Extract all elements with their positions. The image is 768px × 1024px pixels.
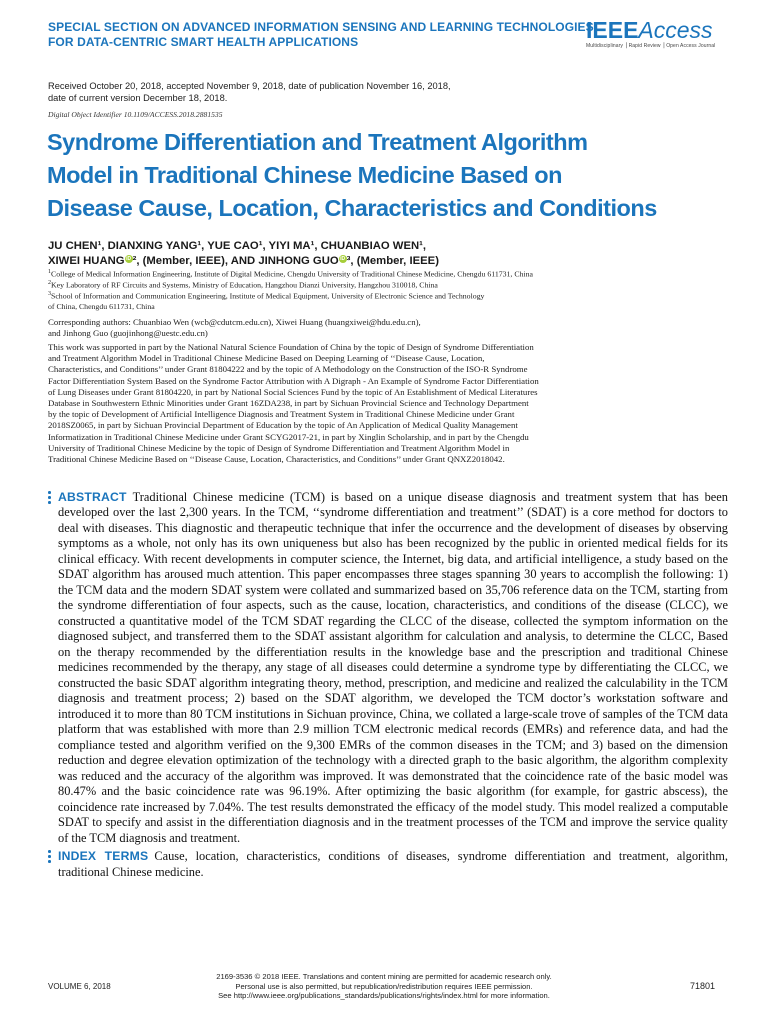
affiliations bbox=[48, 268, 748, 311]
author-affil: ³, (Member, IEEE) bbox=[346, 255, 439, 267]
special-section-header bbox=[48, 20, 594, 50]
funding-line: 2018SZ0065, in part by Sichuan Provincial Department of Education by the topic of An Application of Medical Quality Management bbox=[48, 420, 518, 431]
title-line: Syndrome Differentiation and Treatment Algorithm bbox=[47, 129, 588, 155]
funding-line: Factor Differentiation System Based on the Syndrome Factor Attribution with A Digraph - An Example of Syndrome Factor Differentiation bbox=[48, 375, 539, 386]
corresponding-line: and Jinhong Guo (guojinhong@uestc.edu.cn) bbox=[48, 327, 208, 338]
doi: Digital Object Identifier 10.1109/ACCESS.2018.2881535 bbox=[48, 110, 223, 119]
abstract-label: ABSTRACT bbox=[58, 490, 127, 504]
index-terms-text: Cause, location, characteristics, conditions of diseases, syndrome differentiation and treatment, algorithm, traditional Chinese medicine. bbox=[58, 849, 728, 879]
special-section-line: FOR DATA-CENTRIC SMART HEALTH APPLICATIONS bbox=[48, 35, 359, 49]
funding-line: University of Traditional Chinese Medicine by the topic of Design of Syndrome Differentiation and Treatment Algorithm Model in bbox=[48, 442, 510, 453]
ieee-access-logo bbox=[586, 18, 716, 49]
corresponding-authors bbox=[48, 317, 748, 338]
abstract bbox=[58, 490, 728, 880]
title-line: Disease Cause, Location, Characteristics and Conditions bbox=[47, 195, 657, 221]
author-list bbox=[48, 239, 688, 269]
copyright-line: Personal use is also permitted, but republication/redistribution requires IEEE permission. bbox=[235, 981, 533, 991]
affiliation-line bbox=[48, 279, 748, 290]
affiliation-line bbox=[48, 302, 748, 312]
funding-line: This work was supported in part by the National Natural Science Foundation of China by the topic of Design of Syndrome Differentiation bbox=[48, 342, 534, 352]
funding-line: by the topic of Development of Artificial Intelligence Diagnosis and Treatment System in Traditional Chinese Medicine under Grant bbox=[48, 409, 515, 420]
logo-ieee: IEEE bbox=[586, 17, 639, 43]
funding-line: Characteristics, and Conditions’’ under Grant 81804222 and by the topic of A Methodology on the Construction of the ISO-R Syndrome bbox=[48, 364, 528, 375]
funding-line: and Treatment Algorithm Model in Traditional Chinese Medicine Based on Deeping Learning of ‘‘Disease Cause, Location, bbox=[48, 353, 485, 364]
funding-line: of Lung Diseases under Grant 81804220, in part by National Social Sciences Fund by the topic of An Establishment of Medical Literatures bbox=[48, 386, 538, 397]
author-name: ², (Member, IEEE), AND JINHONG GUO bbox=[132, 255, 339, 267]
author-line bbox=[48, 254, 688, 269]
affiliation-text: College of Medical Information Engineering, Institute of Digital Medicine, Chengdu University of Traditional Chinese Medicine, Chengdu 611731, China bbox=[51, 269, 533, 279]
logo-tagline: Multidisciplinary ⎟ Rapid Review ⎟ Open Access Journal bbox=[586, 43, 716, 49]
paper-title bbox=[47, 126, 727, 225]
funding-statement bbox=[48, 342, 748, 465]
affiliation-text: School of Information and Communication Engineering, Institute of Medical Equipment, University of Electronic Science and Technology bbox=[51, 291, 485, 301]
affiliation-number: 3 bbox=[48, 291, 51, 298]
orcid-icon[interactable]: iD bbox=[340, 256, 346, 262]
special-section-line: SPECIAL SECTION ON ADVANCED INFORMATION SENSING AND LEARNING TECHNOLOGIES bbox=[48, 20, 594, 34]
copyright-notice bbox=[150, 972, 618, 1001]
page-number: 71801 bbox=[690, 981, 716, 991]
index-terms-paragraph bbox=[58, 849, 728, 880]
received-line: date of current version December 18, 2018. bbox=[48, 92, 228, 103]
affiliation-number: 2 bbox=[48, 280, 51, 287]
copyright-line: 2169-3536 © 2018 IEEE. Translations and content mining are permitted for academic research only. bbox=[216, 972, 552, 981]
copyright-line[interactable]: See http://www.ieee.org/publications_standards/publications/rights/index.html for more information. bbox=[218, 991, 550, 1001]
abstract-marker-icon bbox=[48, 491, 52, 506]
received-dates bbox=[48, 81, 451, 104]
funding-line: Informatization in Traditional Chinese Medicine under Grant SCYG2017-21, in part by Xinglin Scholarship, and in part by the Chengdu bbox=[48, 431, 529, 442]
received-line: Received October 20, 2018, accepted November 9, 2018, date of publication November 16, 2018, bbox=[48, 81, 451, 91]
logo-wordmark bbox=[586, 18, 716, 42]
orcid-icon[interactable]: iD bbox=[126, 256, 132, 262]
corresponding-line: Corresponding authors: Chuanbiao Wen (wcb@cdutcm.edu.cn), Xiwei Huang (huangxiwei@hdu.edu.cn), bbox=[48, 317, 421, 327]
affiliation-number: 1 bbox=[48, 269, 51, 275]
author-name: XIWEI HUANG bbox=[48, 255, 125, 267]
affiliation-line bbox=[48, 268, 748, 279]
affiliation-text: Key Laboratory of RF Circuits and Systems, Ministry of Education, Hangzhou Dianzi University, Hangzhou 310018, China bbox=[51, 280, 438, 290]
index-terms-block bbox=[58, 849, 728, 880]
abstract-text: Traditional Chinese medicine (TCM) is based on a unique disease diagnosis and treatment system that has been developed over the last 2,300 years. In the TCM, ‘‘syndrome differentiation and treatment’’ (SDAT) is a core method for doctors to deal with diseases. This diagnostic and therapeutic technique that infer the occurrence and the development of diseases by observing symptoms as a whole, not only has its own uniqueness but also has been recognized by the public in oriented medical fields for its clinical efficacy. With recent developments in computer science, the Internet, big data, and artificial intelligence, a study based on the SDAT algorithm has aroused much attention. This paper encompasses three stages spanning 30 years to accomplish the following: 1) the TCM data and the modern SDAT system were collated and summarized based on 35,706 reference data on the TCM, starting from the syndrome differentiation of four aspects, such as the cause, location, characteristics, and conditions of the disease (CLCC), we constructed a quantitative model of the TCM SDAT regarding the CLCC of the disease, collected the symptom information on the diagnosed subject, and transferred them to the SDAT assistant algorithm for calculation and analysis, to determine the CLCC, Based on the therapy recommended by the differentiation results in the knowledge base and the prescription and traditional Chinese medicines recommended by the therapy, any stage of all diseases could determine a syndrome type by differentiating the CLCC, we constructed the basic SDAT algorithm integrating theory, method, prescription, and medicine and realized the calculability in the TCM diagnosis and treatment process; 2) based on the SDAT algorithm, we developed the TCM doctor’s workstation software and introduced it to more than 80 TCM institutions in Sichuan province, China, we collated a large-scale trove of samples of the TCM data platform that was established with more than 2.9 million TCM electronic medical records (EMRs) and reference data, and had the compliance tested and algorithm verified on the 9,300 EMRs of the common diseases in the TCM; and 3) based on the dimension reduction and degree elevation optimization of the technology with a directed graph to the basic algorithm, the algorithm complexity was reduced and the accuracy of the algorithm was improved. It was demonstrated that the coincidence rate of the basic model was 80.47% and the basic coincidence rate was 96.19%. After optimizing the basic algorithm (for example, for gastric abscess), the coincidence rate increased by 7.04%. The test results demonstrated the efficacy of the model study. This model realized a computable SDAT to specify and assist in the differentiation diagnosis and in the treatment processes of the TCM and improve the service quality of the TCM diagnosis and treatment. bbox=[58, 490, 728, 845]
funding-line: Database in Southwestern Ethnic Minorities under Grant 16ZDA238, in part by Sichuan Provincial Science and Technology Department bbox=[48, 398, 529, 409]
volume-label: VOLUME 6, 2018 bbox=[48, 982, 111, 991]
affiliation-line bbox=[48, 290, 748, 301]
funding-line: Traditional Chinese Medicine Based on ‘‘Disease Cause, Location, Characteristics, and Conditions’’ under Grant QNXZ2018042. bbox=[48, 454, 505, 465]
author-line: JU CHEN¹, DIANXING YANG¹, YUE CAO¹, YIYI MA¹, CHUANBIAO WEN¹, bbox=[48, 240, 427, 252]
logo-access: Access bbox=[638, 17, 713, 43]
title-line: Model in Traditional Chinese Medicine Based on bbox=[47, 162, 562, 188]
index-terms-label: INDEX TERMS bbox=[58, 849, 149, 864]
affiliation-text: of China, Chengdu 611731, China bbox=[48, 301, 155, 311]
index-terms-marker-icon bbox=[48, 850, 52, 865]
abstract-paragraph bbox=[58, 490, 728, 846]
